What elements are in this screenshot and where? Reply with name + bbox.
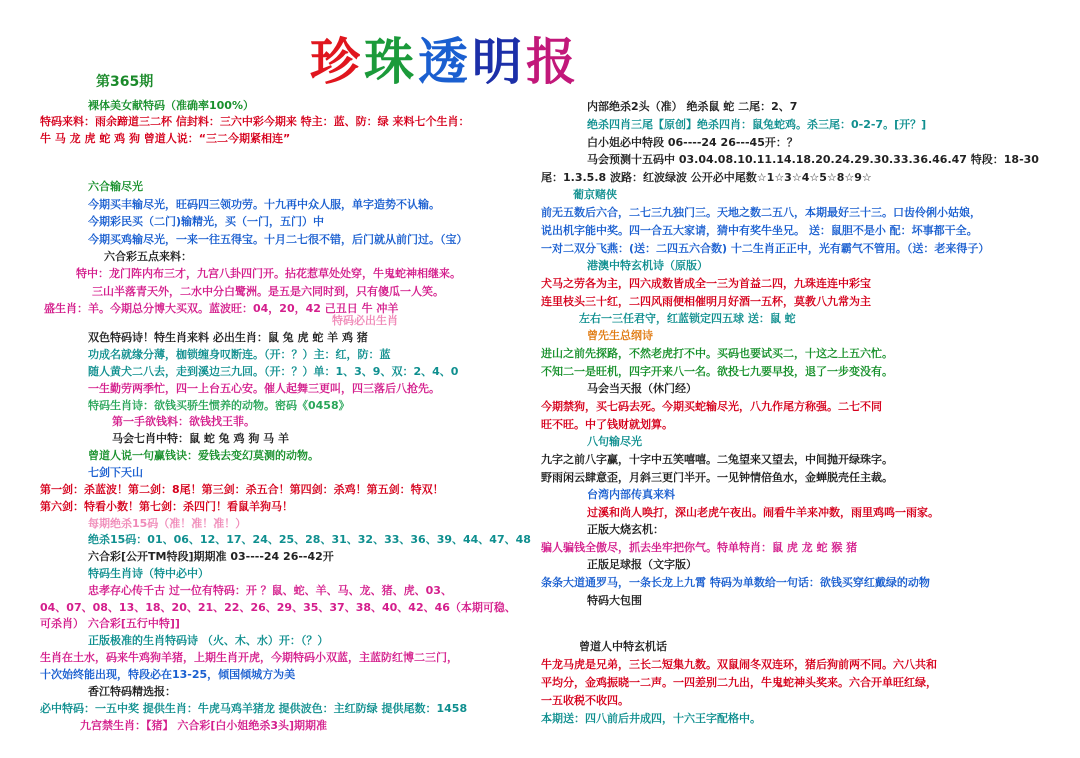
text-line: 马会预测十五码中 03.04.08.10.11.14.18.20.24.29.30.33.36.46.47 特段：18-30 xyxy=(587,153,1039,166)
text-line: 进山之前先探路，不然老虎打不中。买码也要试买二，十这之上五六忙。 xyxy=(541,347,893,360)
text-line: 一五收税不收四。 xyxy=(541,694,629,707)
text-line: 今期彩民买（二门)输精光，买（一门，五门）中 xyxy=(88,215,325,228)
text-line: 特中：龙门阵内布三才，九宫八卦四门开。拈花惹草处处穿，牛鬼蛇神相继来。 xyxy=(76,267,461,280)
title-char-3: 透 xyxy=(418,32,472,91)
section-heading: 香江特码精选报： xyxy=(88,685,176,698)
text-line: 九宫禁生肖：【猪】 六合彩[白小姐绝杀3头]期期准 xyxy=(80,719,328,732)
text-line: 盛生肖：羊。今期总分博大买双。蓝波旺：04，20，42 己丑日 牛 冲羊 xyxy=(44,302,399,315)
text-line: 今期买丰输尽光，旺码四三领功劳。十九再中众人服，单字造势不认输。 xyxy=(88,198,440,211)
text-line: 九字之前八字赢，十字中五笑嘻嘻。二兔望来又望去，中间抛开绿珠字。 xyxy=(541,453,893,466)
text-line: 绝杀四肖三尾【原创】绝杀四肖：鼠兔蛇鸡。杀三尾：0-2-7。[开？] xyxy=(587,118,927,131)
text-line: 随人黄犬二八去，走到溪边三九回。（开：？）单：1、3、9、双：2、4、0 xyxy=(88,365,459,378)
text-line: 尾：1.3.5.8 波路：红波绿波 公开必中尾数☆1☆3☆4☆5☆8☆9☆ xyxy=(541,171,872,184)
newspaper-title xyxy=(310,22,690,91)
text-line: 忠孝存心传千古 过一位有特码：开 ？鼠、蛇、羊、马、龙、猪、虎、03、 xyxy=(88,584,452,597)
section-heading: 白小姐必中特段 06----24 26---45开：？ xyxy=(587,136,798,149)
title-char-2: 珠 xyxy=(364,32,418,91)
section-heading: 特码大包围 xyxy=(587,594,642,607)
text-line: 连里枝头三十红，二四风雨便相催明月好酒一五杯，莫教八九常为主 xyxy=(541,295,871,308)
text-line: 一生勤劳两季忙，四一上台五心安。催人起舞三更叫，四三落后八抢先。 xyxy=(88,382,440,395)
text-line: 野雨闲云肆意歪，月斜三更门半开。一见钟情倍鱼水，金蝉脱壳任主裁。 xyxy=(541,471,893,484)
section-heading: 六合输尽光 xyxy=(88,180,143,193)
text-line: 生肖在土水，码来牛鸡狗羊猪，上期生肖开虎，今期特码小双蓝，主蓝防红博二三门， xyxy=(40,651,458,664)
text-line: 六合彩[公开TM特段]期期准 03----24 26--42开 xyxy=(88,550,334,563)
section-heading: 正版极准的生肖特码诗 （火、木、水）开：（？） xyxy=(88,634,329,647)
section-heading: 每期绝杀15码（准！准！准！） xyxy=(88,517,247,530)
section-heading: 台湾内部传真来料 xyxy=(587,488,675,501)
section-heading: 港澳中特玄机诗（原版） xyxy=(587,259,708,272)
text-line: 第一剑：杀蓝波！第二剑：8尾！第三剑：杀五合！第四剑：杀鸡！第五剑：特双！ xyxy=(40,483,444,496)
text-line: 马会七肖中特：鼠 蛇 兔 鸡 狗 马 羊 xyxy=(112,432,289,445)
section-heading: 葡京赌侠 xyxy=(573,188,617,201)
section-heading: 正版足球报（文字版） xyxy=(587,558,697,571)
text-line: 必中特码：一五中奖 提供生肖：牛虎马鸡羊猪龙 提供波色：主红防绿 提供尾数：1458 xyxy=(40,702,468,715)
section-heading: 特码必出生肖 xyxy=(332,314,398,327)
text-line: 前无五数后六合，二七三九独门三。天地之数二五八，本期最好三十三。口齿伶俐小姑娘， xyxy=(541,206,981,219)
text-line: 特码生肖诗：欲钱买骄生惯养的动物。密码《0458》 xyxy=(88,399,350,412)
text-line: 条条大道通罗马，一条长龙上九霄 特码为单数给一句话：欲钱买穿红戴绿的动物 xyxy=(541,576,930,589)
text-line: 左右一三任君守，红蓝锁定四五球 送：鼠 蛇 xyxy=(579,312,796,325)
section-heading: 八句输尽光 xyxy=(587,435,642,448)
text-line: 绝杀15码：01、06、12、17、24、25、28、31、32、33、36、39、44、47、48 xyxy=(88,533,531,546)
section-heading: 特码生肖诗（特中必中） xyxy=(88,567,209,580)
section-heading: 六合彩五点来料： xyxy=(104,250,192,263)
text-line: 04、07、08、13、18、20、21、22、26、29、35、37、38、40、42、46（本期可稳、 xyxy=(40,601,516,614)
title-char-4: 明 xyxy=(472,32,526,91)
text-line: 旺不旺。中了钱财就划算。 xyxy=(541,418,673,431)
text-line: 今期买鸡输尽光，一来一往五得宝。十月二七很不错，后门就从前门过。（宝） xyxy=(88,233,468,246)
section-heading: 曾道人中特玄机话 xyxy=(579,640,667,653)
text-line: 第六剑：特看小数！第七剑：杀四门！看鼠羊狗马！ xyxy=(40,500,293,513)
section-heading: 裸体美女献特码（准确率100%） xyxy=(88,99,254,112)
section-heading: 双色特码诗！特生肖来料 必出生肖：鼠 兔 虎 蛇 羊 鸡 猪 xyxy=(88,331,368,344)
title-char-1: 珍 xyxy=(310,32,364,91)
text-line: 牛龙马虎是兄弟，三长二短集九数。双鼠闹冬双连环，猪后狗前两不同。六八共和 xyxy=(541,658,937,671)
section-heading: 七剑下天山 xyxy=(88,466,143,479)
text-line: 不知二一是旺机，四字开来八一名。欲投七九要早投，退了一步变没有。 xyxy=(541,365,893,378)
text-line: 牛 马 龙 虎 蛇 鸡 狗 曾道人说：“三二今期紧相连” xyxy=(40,132,291,145)
title-char-5: 报 xyxy=(526,32,580,91)
section-heading: 马会当天报（休门经） xyxy=(587,382,697,395)
text-line: 说出机字能中奖。四一合五大家请，猜中有奖牛坐兄。 送：鼠胆不是小 配：坏事都干全。 xyxy=(541,224,978,237)
text-line: 特码来料：雨余蹄道三二杯 信封料：三六中彩今期来 特主：蓝、防：绿 来料七个生肖： xyxy=(40,115,470,128)
text-line: 曾道人说一句赢钱诀：爱钱去变幻莫测的动物。 xyxy=(88,449,319,462)
section-heading: 曾先生总纲诗 xyxy=(587,329,653,342)
text-line: 本期送：四八前后井成四，十六王字配格中。 xyxy=(541,712,761,725)
text-line: 过溪和尚人唤打，深山老虎午夜出。闹看牛羊来冲数，雨里鸡鸣一雨家。 xyxy=(587,506,939,519)
text-line: 一对二双分飞燕：(送：二四五六合数) 十二生肖正正中，光有霸气不管用。（送：老来得子） xyxy=(541,242,990,255)
text-line: 今期禁狗，买七码去死。今期买蛇输尽光，八九作尾方称强。二七不同 xyxy=(541,400,882,413)
issue-number: 第365期 xyxy=(96,74,154,90)
text-line: 可杀肖） 六合彩[五行中特]] xyxy=(40,617,180,630)
text-line: 骗人骗钱全傲尽，抓去坐牢把你气。特单特肖：鼠 虎 龙 蛇 猴 猪 xyxy=(541,541,858,554)
text-line: 犬马之劳各为主，四六成数皆成全一三为首益二四，九珠连连中彩宝 xyxy=(541,277,871,290)
text-line: 三山半落青天外，二水中分白鹭洲。是五是六同时到，只有傻瓜一人笑。 xyxy=(92,285,444,298)
section-heading: 正版大烧玄机： xyxy=(587,523,664,536)
text-line: 第一手欲钱料：欲钱找王菲。 xyxy=(112,415,255,428)
text-line: 十次始终能出现，特段必在13-25，倾国倾城方为美 xyxy=(40,668,296,681)
text-line: 平均分，金鸡振晓一二声。一四差别二九出，牛鬼蛇神头奖来。六合开单旺红绿， xyxy=(541,676,937,689)
text-line: 功成名就缘分薄，枷锁缠身叹断连。（开：？）主：红，防：蓝 xyxy=(88,348,391,361)
section-heading: 内部绝杀2头（准） 绝杀鼠 蛇 二尾：2、7 xyxy=(587,100,798,113)
